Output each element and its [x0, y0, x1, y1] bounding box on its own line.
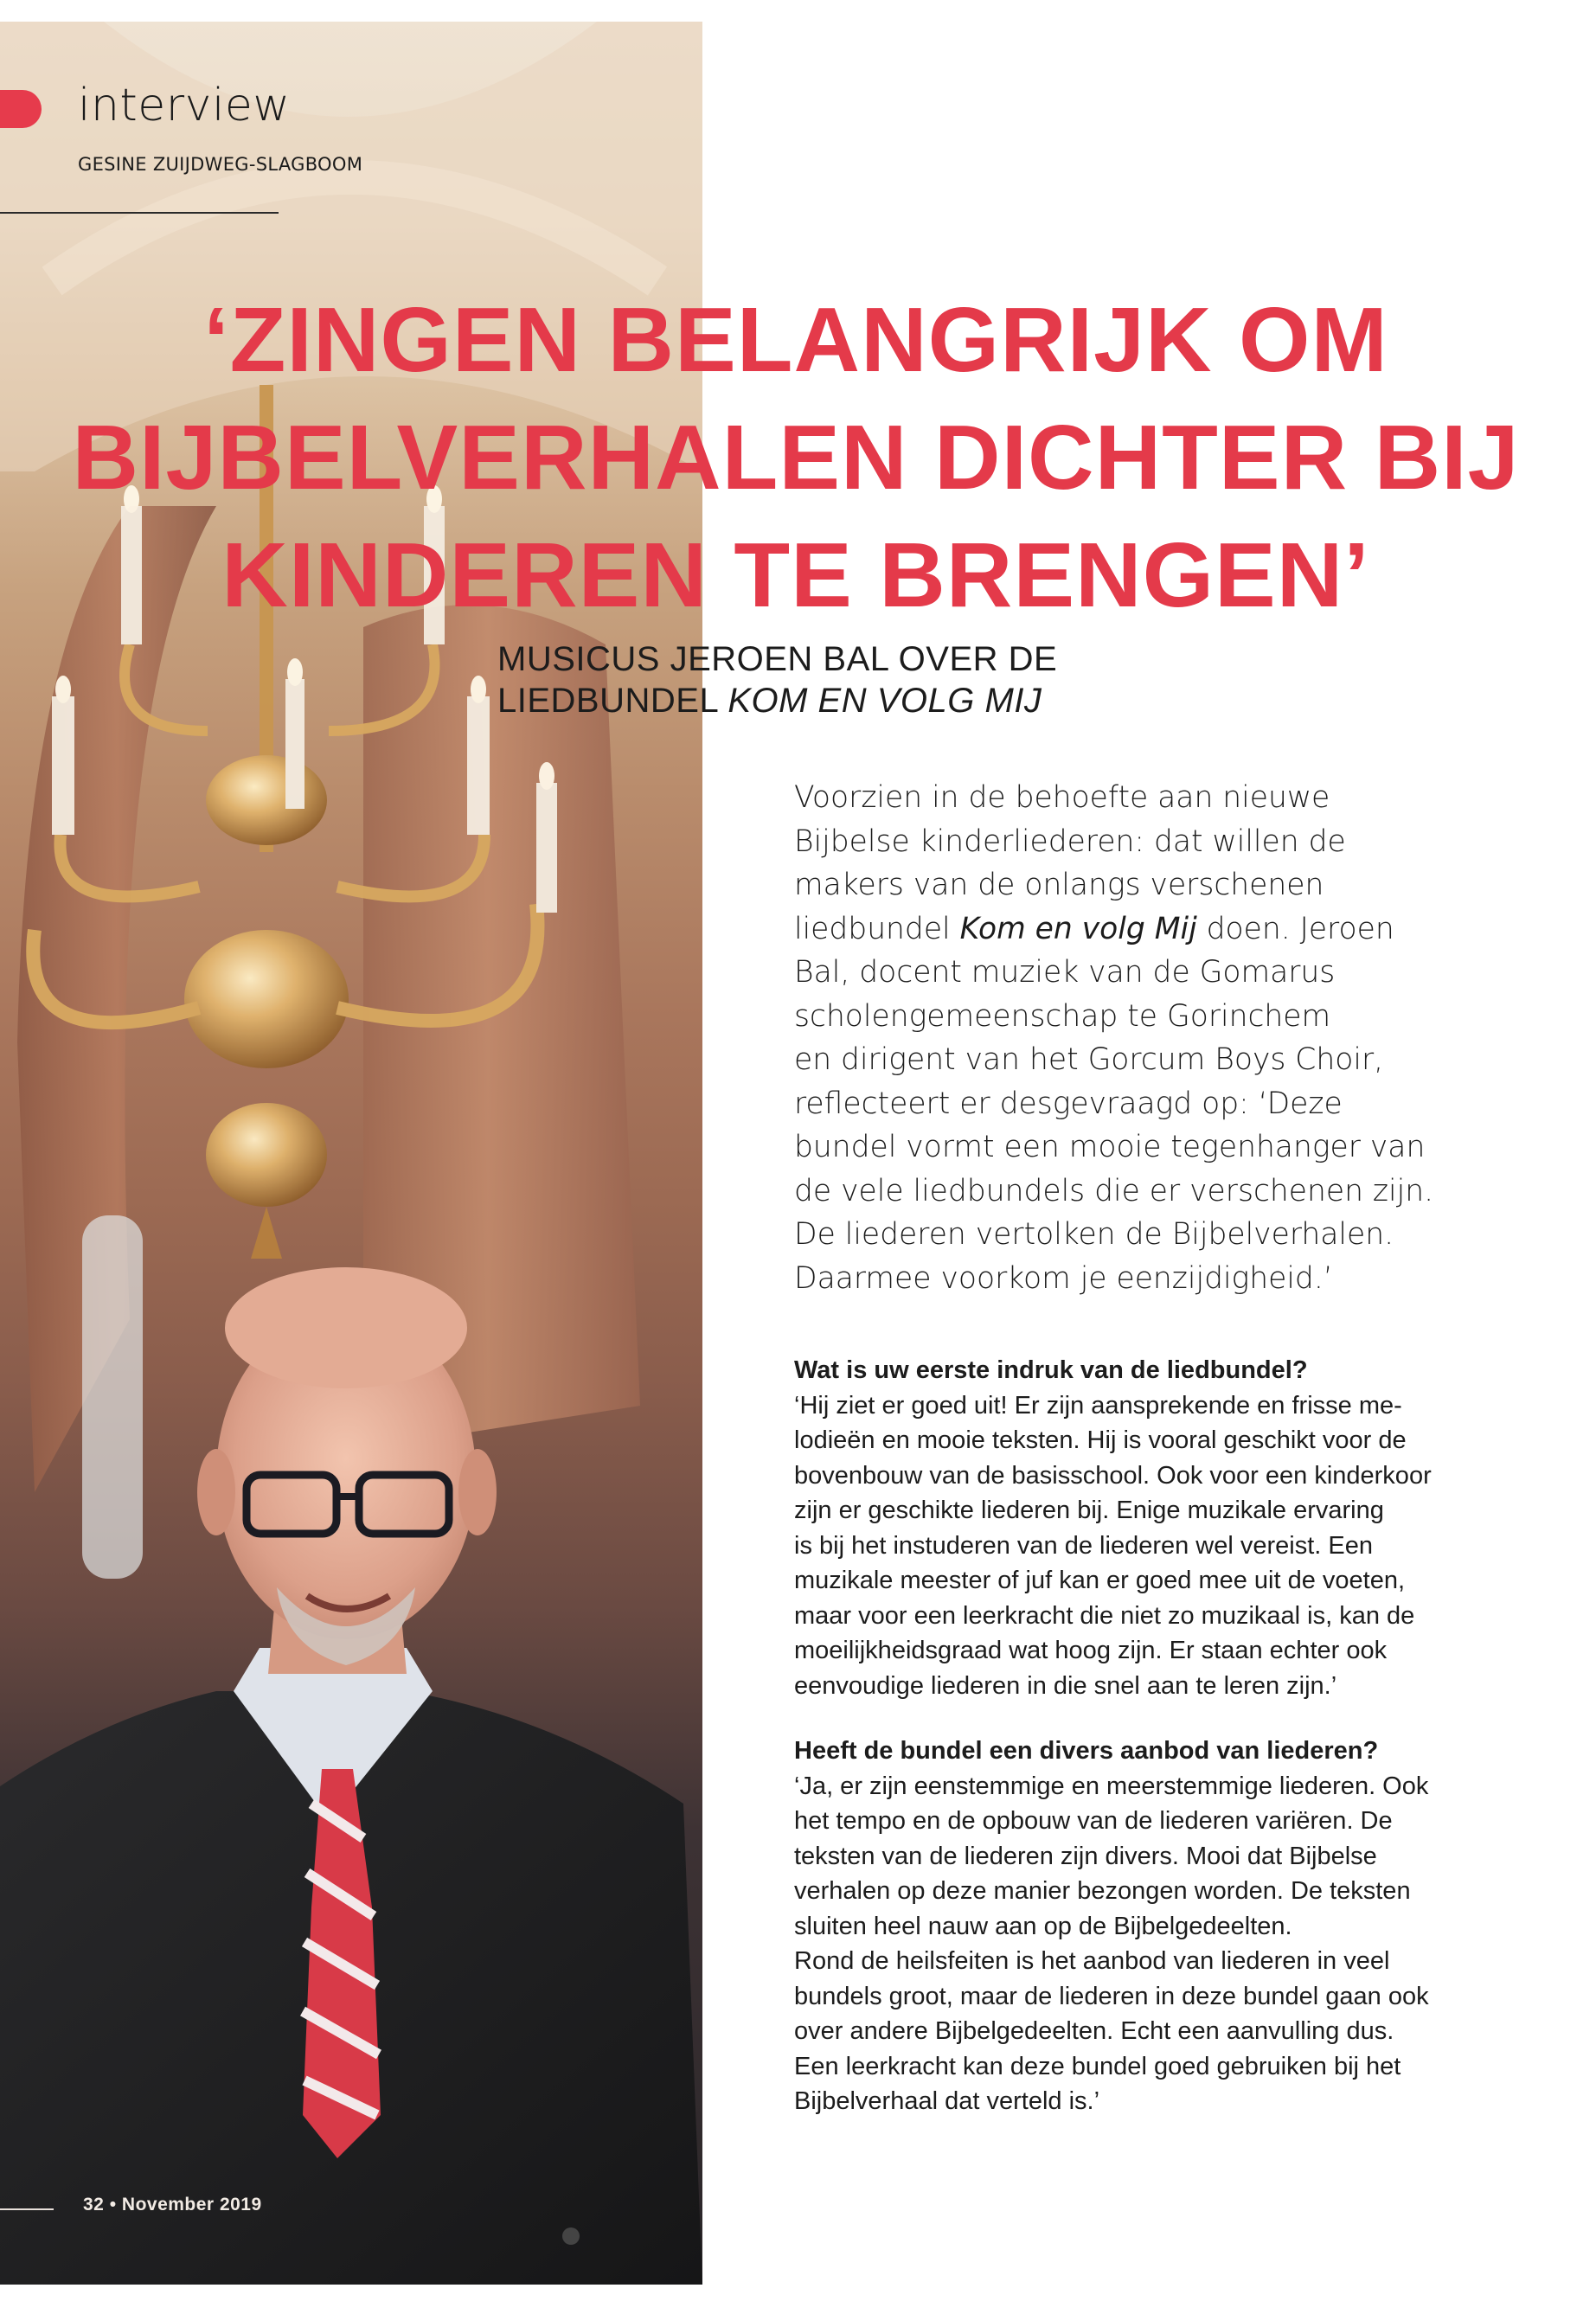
answer-line: Bijbelverhaal dat verteld is.’ — [794, 2087, 1100, 2115]
question-2: Heeft de bundel een divers aanbod van liederen? — [794, 1737, 1379, 1765]
answer-line: verhalen op deze manier bezongen worden. De teksten — [794, 1877, 1411, 1905]
header-divider — [0, 212, 279, 214]
qa-block-2 — [794, 1734, 1486, 2119]
intro-text: liedbundel — [794, 911, 960, 946]
subtitle — [497, 638, 1057, 721]
intro-book-title: Kom en volg Mij — [959, 911, 1197, 946]
intro-line: en dirigent van het Gorcum Boys Choir, — [794, 1042, 1384, 1077]
answer-line: zijn er geschikte liederen bij. Enige muzikale ervaring — [794, 1497, 1384, 1524]
headline-line-2: BIJBELVERHALEN DICHTER BIJ — [72, 407, 1520, 509]
answer-line: lodieën en mooie teksten. Hij is vooral geschikt voor de — [794, 1426, 1407, 1454]
intro-line: de vele liedbundels die er verschenen zijn. — [794, 1173, 1434, 1208]
intro-line: Voorzien in de behoefte aan nieuwe — [794, 780, 1330, 815]
answer-line: ‘Ja, er zijn eenstemmige en meerstemmige liederen. Ook — [794, 1772, 1429, 1800]
answer-line: over andere Bijbelgedeelten. Echt een aanvulling dus. — [794, 2017, 1394, 2045]
subtitle-line-2-text: LIEDBUNDEL — [497, 682, 728, 720]
answer-line: Rond de heilsfeiten is het aanbod van liederen in veel — [794, 1947, 1390, 1975]
folio-separator: • — [109, 2195, 117, 2214]
author-name: GESINE ZUIJDWEG-SLAGBOOM — [78, 154, 363, 175]
answer-line: maar voor een leerkracht die niet zo muzikaal is, kan de — [794, 1601, 1415, 1630]
headline-line-3: KINDEREN TE BRENGEN’ — [221, 524, 1370, 626]
answer-line: sluiten heel nauw aan op de Bijbelgedeelten. — [794, 1912, 1292, 1940]
qa-block-1 — [794, 1353, 1486, 1703]
intro-line: scholengemeenschap te Gorinchem — [794, 998, 1331, 1034]
intro-line: reflecteert er desgevraagd op: ‘Deze — [794, 1086, 1343, 1121]
section-marker — [0, 90, 42, 128]
headline — [52, 281, 1540, 634]
answer-line: bundels groot, maar de liederen in deze bundel gaan ook — [794, 1982, 1429, 2010]
intro-line: bundel vormt een mooie tegenhanger van — [794, 1130, 1426, 1164]
subtitle-book-title: KOM EN VOLG MIJ — [727, 682, 1042, 720]
intro-line: Bijbelse kinderliederen: dat willen de — [794, 824, 1346, 859]
folio — [83, 2195, 262, 2215]
answer-line: bovenbouw van de basisschool. Ook voor een kinderkoor — [794, 1461, 1432, 1490]
intro-paragraph — [794, 776, 1452, 1300]
answer-line: muzikale meester of juf kan er goed mee uit de voeten, — [794, 1567, 1406, 1594]
intro-line — [794, 907, 1452, 952]
question-1: Wat is uw eerste indruk van de liedbundel? — [794, 1356, 1308, 1384]
intro-line: makers van de onlangs verschenen — [794, 868, 1324, 902]
answer-line: is bij het instuderen van de liederen wel vereist. Een — [794, 1531, 1373, 1560]
intro-line: De liederen vertolken de Bijbelverhalen. — [794, 1217, 1394, 1252]
section-label: interview — [78, 80, 291, 131]
intro-line: Daarmee voorkom je eenzijdigheid.’ — [794, 1260, 1333, 1296]
page-number: 32 — [83, 2195, 105, 2214]
answer-line: eenvoudige liederen in die snel aan te leren zijn.’ — [794, 1671, 1337, 1700]
footer-divider — [0, 2208, 54, 2210]
answer-line: Een leerkracht kan deze bundel goed gebruiken bij het — [794, 2052, 1401, 2080]
answer-line: het tempo en de opbouw van de liederen variëren. De — [794, 1807, 1393, 1835]
subtitle-line-2 — [497, 680, 1057, 721]
intro-text: doen. Jeroen — [1196, 911, 1394, 946]
subtitle-line-1: MUSICUS JEROEN BAL OVER DE — [497, 640, 1058, 678]
answer-line: moeilijkheidsgraad wat hoog zijn. Er staan echter ook — [794, 1637, 1388, 1664]
issue-date: November 2019 — [121, 2195, 262, 2214]
answer-line: teksten van de liederen zijn divers. Mooi dat Bijbelse — [794, 1842, 1377, 1870]
intro-line: Bal, docent muziek van de Gomarus — [794, 955, 1336, 990]
headline-line-1: ‘ZINGEN BELANGRIJK OM — [203, 289, 1388, 391]
answer-line: ‘Hij ziet er goed uit! Er zijn aansprekende en frisse me- — [794, 1391, 1402, 1420]
